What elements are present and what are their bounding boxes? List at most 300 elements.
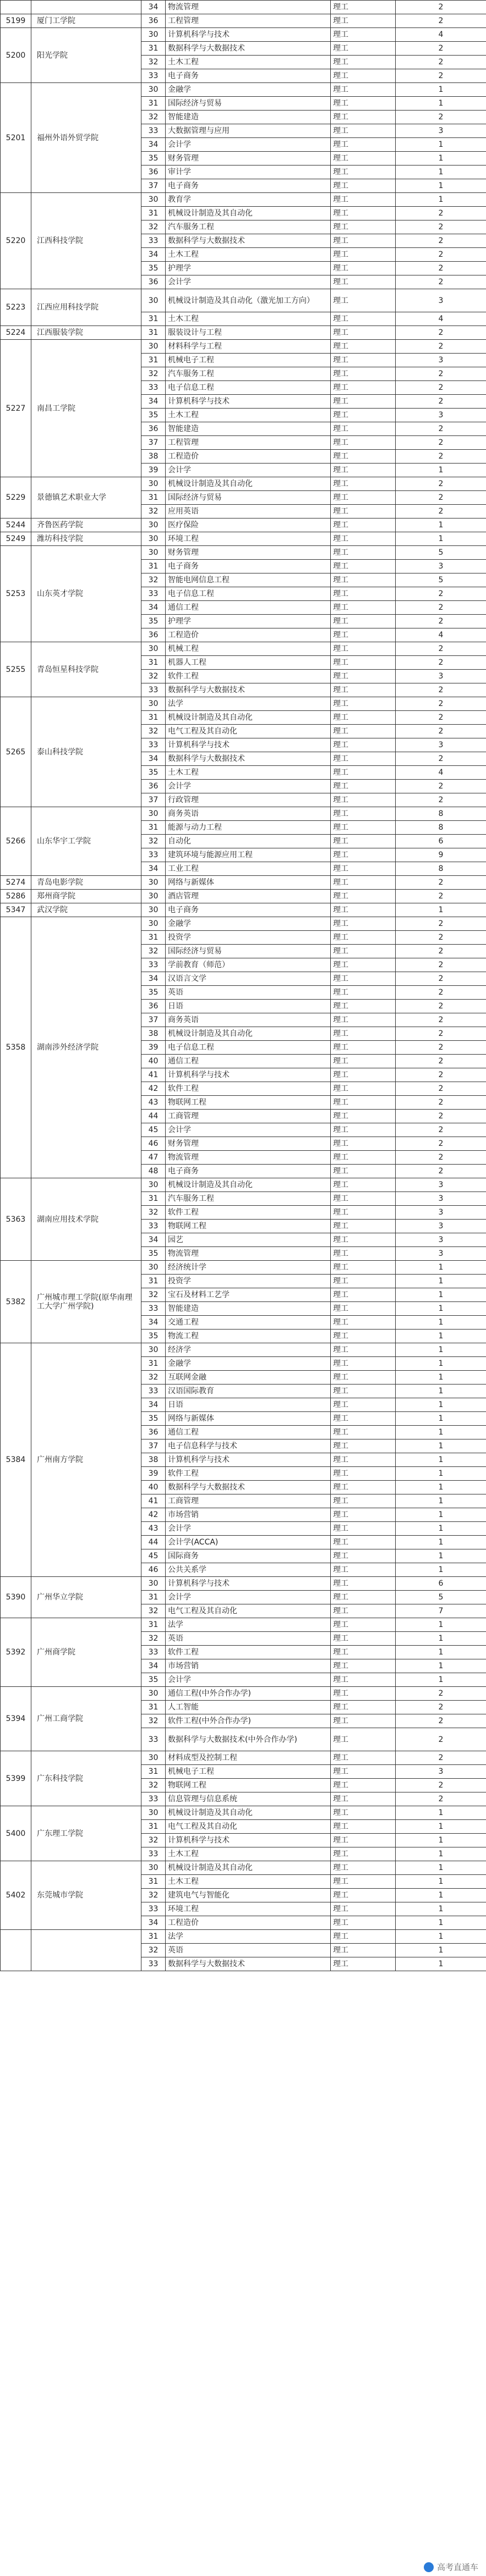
plan-count-cell: 1: [396, 1820, 486, 1834]
plan-count-cell: 2: [396, 262, 486, 275]
category-cell: 理工: [331, 1206, 396, 1220]
category-cell: 理工: [331, 642, 396, 656]
major-code-cell: 35: [141, 766, 166, 780]
plan-count-cell: 1: [396, 1889, 486, 1902]
major-code-cell: 39: [141, 464, 166, 477]
major-name-cell: 通信工程: [166, 1055, 331, 1068]
plan-count-cell: 2: [396, 234, 486, 248]
major-code-cell: 30: [141, 807, 166, 821]
plan-count-cell: 1: [396, 1288, 486, 1302]
category-cell: 理工: [331, 683, 396, 697]
major-name-cell: 电子信息科学与技术: [166, 1439, 331, 1453]
major-name-cell: 数据科学与大数据技术: [166, 1957, 331, 1971]
plan-count-cell: 1: [396, 1439, 486, 1453]
school-code-cell: 5390: [1, 1577, 31, 1618]
major-code-cell: 31: [141, 656, 166, 670]
major-name-cell: 会计学: [166, 464, 331, 477]
major-code-cell: 34: [141, 395, 166, 409]
major-name-cell: 计算机科学与技术: [166, 395, 331, 409]
category-cell: 理工: [331, 1604, 396, 1618]
major-code-cell: 45: [141, 1123, 166, 1137]
plan-count-cell: 1: [396, 1481, 486, 1494]
school-name-cell: 广州商学院: [31, 1618, 141, 1687]
category-cell: 理工: [331, 1192, 396, 1206]
plan-count-cell: 2: [396, 340, 486, 354]
major-name-cell: 计算机科学与技术: [166, 738, 331, 752]
category-cell: 理工: [331, 628, 396, 642]
plan-count-cell: 1: [396, 1847, 486, 1861]
major-name-cell: 工业工程: [166, 862, 331, 876]
category-cell: 理工: [331, 807, 396, 821]
plan-count-cell: 1: [396, 1522, 486, 1536]
major-name-cell: 应用英语: [166, 505, 331, 518]
major-code-cell: 31: [141, 711, 166, 725]
category-cell: 理工: [331, 1302, 396, 1316]
category-cell: 理工: [331, 560, 396, 573]
school-code-cell: 5199: [1, 14, 31, 28]
category-cell: 理工: [331, 28, 396, 42]
school-code-cell: 5286: [1, 890, 31, 903]
category-cell: 理工: [331, 1467, 396, 1481]
school-code-cell: 5244: [1, 518, 31, 532]
category-cell: 理工: [331, 491, 396, 505]
major-code-cell: 31: [141, 97, 166, 111]
plan-count-cell: 4: [396, 28, 486, 42]
table-row: [1, 890, 486, 903]
plan-count-cell: 5: [396, 1591, 486, 1604]
table-row: [1, 14, 486, 28]
major-name-cell: 机械设计制造及其自动化: [166, 207, 331, 220]
major-code-cell: 32: [141, 220, 166, 234]
plan-count-cell: 1: [396, 1426, 486, 1439]
table-row: [1, 1687, 486, 1701]
category-cell: 理工: [331, 752, 396, 766]
major-code-cell: 37: [141, 1439, 166, 1453]
category-cell: 理工: [331, 738, 396, 752]
school-name-cell: 山东英才学院: [31, 546, 141, 642]
plan-count-cell: 9: [396, 848, 486, 862]
plan-count-cell: 1: [396, 1536, 486, 1549]
major-code-cell: 31: [141, 1930, 166, 1944]
major-name-cell: 审计学: [166, 166, 331, 179]
plan-count-cell: 2: [396, 1728, 486, 1751]
major-name-cell: 电子信息工程: [166, 1041, 331, 1055]
major-name-cell: 自动化: [166, 835, 331, 848]
plan-count-cell: 2: [396, 56, 486, 69]
major-code-cell: 32: [141, 1779, 166, 1792]
plan-count-cell: 1: [396, 1494, 486, 1508]
category-cell: 理工: [331, 972, 396, 986]
major-code-cell: 32: [141, 1889, 166, 1902]
table-row: [1, 1930, 486, 1944]
school-name-cell: 郑州商学院: [31, 890, 141, 903]
major-code-cell: 37: [141, 1013, 166, 1027]
major-name-cell: 机械电子工程: [166, 354, 331, 367]
major-code-cell: 30: [141, 903, 166, 917]
category-cell: 理工: [331, 656, 396, 670]
major-code-cell: 39: [141, 1041, 166, 1055]
major-code-cell: 30: [141, 1806, 166, 1820]
plan-count-cell: 2: [396, 1751, 486, 1765]
category-cell: 理工: [331, 312, 396, 326]
major-name-cell: 机械工程: [166, 642, 331, 656]
major-name-cell: 工程造价: [166, 628, 331, 642]
category-cell: 理工: [331, 1000, 396, 1013]
major-code-cell: 30: [141, 477, 166, 491]
major-name-cell: 智能建造: [166, 111, 331, 124]
school-code-cell: 5253: [1, 546, 31, 642]
table-row: [1, 807, 486, 821]
major-name-cell: 汽车服务工程: [166, 367, 331, 381]
plan-count-cell: 1: [396, 1261, 486, 1275]
category-cell: 理工: [331, 1082, 396, 1096]
plan-count-cell: 1: [396, 1902, 486, 1916]
category-cell: 理工: [331, 326, 396, 340]
plan-count-cell: 2: [396, 1779, 486, 1792]
school-code-cell: 5223: [1, 289, 31, 326]
category-cell: 理工: [331, 1549, 396, 1563]
major-name-cell: 机械设计制造及其自动化: [166, 477, 331, 491]
major-name-cell: 汉语国际教育: [166, 1384, 331, 1398]
plan-count-cell: 3: [396, 738, 486, 752]
school-name-cell: 青岛恒星科技学院: [31, 642, 141, 697]
major-name-cell: 通信工程(中外合作办学): [166, 1687, 331, 1701]
major-name-cell: 土木工程: [166, 312, 331, 326]
category-cell: 理工: [331, 1618, 396, 1632]
plan-count-cell: 1: [396, 1384, 486, 1398]
plan-count-cell: 3: [396, 354, 486, 367]
major-code-cell: 33: [141, 1646, 166, 1659]
plan-count-cell: 2: [396, 1110, 486, 1123]
category-cell: 理工: [331, 1343, 396, 1357]
school-name-cell: 南昌工学院: [31, 340, 141, 477]
major-name-cell: 土木工程: [166, 1875, 331, 1889]
major-code-cell: 30: [141, 1261, 166, 1275]
major-code-cell: 37: [141, 179, 166, 193]
major-name-cell: 会计学: [166, 275, 331, 289]
major-code-cell: 39: [141, 1467, 166, 1481]
major-name-cell: 学前教育（师范）: [166, 958, 331, 972]
major-name-cell: 机械设计制造及其自动化: [166, 1027, 331, 1041]
category-cell: 理工: [331, 1055, 396, 1068]
major-code-cell: 31: [141, 312, 166, 326]
plan-count-cell: 1: [396, 1549, 486, 1563]
major-name-cell: 机械设计制造及其自动化: [166, 1178, 331, 1192]
major-code-cell: 44: [141, 1110, 166, 1123]
category-cell: 理工: [331, 1673, 396, 1687]
plan-count-cell: 1: [396, 83, 486, 97]
category-cell: 理工: [331, 587, 396, 601]
category-cell: 理工: [331, 367, 396, 381]
plan-count-cell: 1: [396, 1398, 486, 1412]
major-code-cell: 36: [141, 166, 166, 179]
major-name-cell: 国际经济与贸易: [166, 945, 331, 958]
category-cell: 理工: [331, 1806, 396, 1820]
major-code-cell: 33: [141, 234, 166, 248]
major-code-cell: 30: [141, 340, 166, 354]
major-name-cell: 机械设计制造及其自动化（激光加工方向）: [166, 289, 331, 312]
major-code-cell: 32: [141, 111, 166, 124]
category-cell: 理工: [331, 1834, 396, 1847]
major-name-cell: 工商管理: [166, 1110, 331, 1123]
major-name-cell: 经济统计学: [166, 1261, 331, 1275]
school-code-cell: 5274: [1, 876, 31, 890]
school-name-cell: 泰山科技学院: [31, 697, 141, 807]
school-name-cell: 景德镇艺术职业大学: [31, 477, 141, 518]
major-code-cell: 30: [141, 28, 166, 42]
category-cell: 理工: [331, 1330, 396, 1343]
major-name-cell: 能源与动力工程: [166, 821, 331, 835]
major-code-cell: 48: [141, 1165, 166, 1178]
category-cell: 理工: [331, 477, 396, 491]
table-row: [1, 518, 486, 532]
major-code-cell: 37: [141, 793, 166, 807]
major-name-cell: 物联网工程: [166, 1779, 331, 1792]
major-code-cell: 34: [141, 1316, 166, 1330]
category-cell: 理工: [331, 42, 396, 56]
major-name-cell: 环境工程: [166, 532, 331, 546]
category-cell: 理工: [331, 1957, 396, 1971]
category-cell: 理工: [331, 1261, 396, 1275]
major-code-cell: 35: [141, 409, 166, 422]
category-cell: 理工: [331, 436, 396, 450]
major-code-cell: 32: [141, 945, 166, 958]
category-cell: 理工: [331, 248, 396, 262]
plan-count-cell: 2: [396, 1701, 486, 1714]
major-name-cell: 电子商务: [166, 69, 331, 83]
category-cell: 理工: [331, 1068, 396, 1082]
plan-count-cell: 1: [396, 1659, 486, 1673]
category-cell: 理工: [331, 1522, 396, 1536]
plan-count-cell: 2: [396, 945, 486, 958]
major-name-cell: 软件工程(中外合作办学): [166, 1714, 331, 1728]
major-code-cell: 30: [141, 546, 166, 560]
major-name-cell: 软件工程: [166, 1467, 331, 1481]
major-code-cell: 33: [141, 1384, 166, 1398]
category-cell: 理工: [331, 848, 396, 862]
table-row: [1, 1178, 486, 1192]
plan-count-cell: 6: [396, 1577, 486, 1591]
table-row: [1, 697, 486, 711]
major-name-cell: 金融学: [166, 917, 331, 931]
major-name-cell: 会计学: [166, 138, 331, 152]
major-code-cell: 43: [141, 1096, 166, 1110]
plan-count-cell: 1: [396, 1508, 486, 1522]
plan-count-cell: 2: [396, 1165, 486, 1178]
category-cell: 理工: [331, 573, 396, 587]
plan-count-cell: 3: [396, 124, 486, 138]
school-name-cell: 江西服装学院: [31, 326, 141, 340]
major-name-cell: 会计学: [166, 1591, 331, 1604]
table-row: [1, 1861, 486, 1875]
major-name-cell: 电子信息工程: [166, 587, 331, 601]
major-code-cell: 40: [141, 1055, 166, 1068]
school-name-cell: 福州外语外贸学院: [31, 83, 141, 193]
school-code-cell: 5402: [1, 1861, 31, 1930]
plan-count-cell: 2: [396, 326, 486, 340]
category-cell: 理工: [331, 1453, 396, 1467]
category-cell: 理工: [331, 1123, 396, 1137]
category-cell: 理工: [331, 1439, 396, 1453]
major-code-cell: 31: [141, 491, 166, 505]
major-code-cell: 44: [141, 1536, 166, 1549]
major-code-cell: 33: [141, 587, 166, 601]
category-cell: 理工: [331, 1714, 396, 1728]
plan-count-cell: 2: [396, 656, 486, 670]
plan-count-cell: 1: [396, 138, 486, 152]
major-name-cell: 大数据管理与应用: [166, 124, 331, 138]
category-cell: 理工: [331, 876, 396, 890]
school-name-cell: 武汉学院: [31, 903, 141, 917]
plan-count-cell: 1: [396, 1275, 486, 1288]
plan-count-cell: 4: [396, 766, 486, 780]
school-name-cell: 江西科技学院: [31, 193, 141, 289]
major-code-cell: 31: [141, 1701, 166, 1714]
plan-count-cell: 7: [396, 1604, 486, 1618]
major-code-cell: 36: [141, 780, 166, 793]
school-code-cell: 5201: [1, 83, 31, 193]
major-code-cell: 31: [141, 326, 166, 340]
plan-count-cell: 1: [396, 1343, 486, 1357]
major-name-cell: 机械设计制造及其自动化: [166, 711, 331, 725]
major-name-cell: 英语: [166, 986, 331, 1000]
major-name-cell: 法学: [166, 1618, 331, 1632]
major-name-cell: 土木工程: [166, 409, 331, 422]
major-code-cell: 34: [141, 972, 166, 986]
plan-count-cell: 1: [396, 1930, 486, 1944]
school-code-cell: [1, 1, 31, 14]
plan-count-cell: 1: [396, 1467, 486, 1481]
major-name-cell: 汽车服务工程: [166, 1192, 331, 1206]
table-row: [1, 326, 486, 340]
major-code-cell: 34: [141, 248, 166, 262]
table-row: [1, 917, 486, 931]
plan-count-cell: 1: [396, 1673, 486, 1687]
plan-count-cell: 1: [396, 1453, 486, 1467]
plan-count-cell: 2: [396, 422, 486, 436]
plan-count-cell: 1: [396, 1357, 486, 1371]
major-name-cell: 物流管理: [166, 1247, 331, 1261]
major-code-cell: 35: [141, 1673, 166, 1687]
category-cell: 理工: [331, 958, 396, 972]
plan-count-cell: 2: [396, 601, 486, 615]
major-name-cell: 财务管理: [166, 152, 331, 166]
category-cell: 理工: [331, 354, 396, 367]
plan-count-cell: 3: [396, 1206, 486, 1220]
plan-count-cell: 1: [396, 1330, 486, 1343]
school-name-cell: 广东理工学院: [31, 1806, 141, 1861]
major-code-cell: 34: [141, 1916, 166, 1930]
major-name-cell: 机械电子工程: [166, 1765, 331, 1779]
category-cell: 理工: [331, 1494, 396, 1508]
category-cell: 理工: [331, 97, 396, 111]
major-code-cell: 33: [141, 1847, 166, 1861]
category-cell: 理工: [331, 1481, 396, 1494]
major-code-cell: 35: [141, 1412, 166, 1426]
school-name-cell: [31, 1, 141, 14]
plan-count-cell: 2: [396, 1123, 486, 1137]
major-name-cell: 国际经济与贸易: [166, 491, 331, 505]
major-name-cell: 建筑电气与智能化: [166, 1889, 331, 1902]
category-cell: 理工: [331, 1820, 396, 1834]
major-name-cell: 经济学: [166, 1343, 331, 1357]
major-code-cell: 32: [141, 1604, 166, 1618]
major-name-cell: 数据科学与大数据技术: [166, 234, 331, 248]
major-code-cell: 36: [141, 1426, 166, 1439]
major-name-cell: 建筑环境与能源应用工程: [166, 848, 331, 862]
plan-count-cell: 1: [396, 1916, 486, 1930]
major-name-cell: 工程造价: [166, 450, 331, 464]
plan-count-cell: 3: [396, 1247, 486, 1261]
major-name-cell: 计算机科学与技术: [166, 28, 331, 42]
major-code-cell: 38: [141, 1027, 166, 1041]
watermark: [424, 2561, 478, 2573]
plan-count-cell: 2: [396, 1068, 486, 1082]
major-code-cell: 31: [141, 1357, 166, 1371]
school-name-cell: 潍坊科技学院: [31, 532, 141, 546]
major-code-cell: 32: [141, 725, 166, 738]
major-code-cell: 41: [141, 1494, 166, 1508]
category-cell: 理工: [331, 1728, 396, 1751]
category-cell: 理工: [331, 1765, 396, 1779]
major-name-cell: 人工智能: [166, 1701, 331, 1714]
major-name-cell: 电气工程及其自动化: [166, 1820, 331, 1834]
major-code-cell: 31: [141, 931, 166, 945]
table-row: [1, 1577, 486, 1591]
major-name-cell: 软件工程: [166, 670, 331, 683]
school-code-cell: 5249: [1, 532, 31, 546]
major-code-cell: 30: [141, 193, 166, 207]
category-cell: 理工: [331, 1646, 396, 1659]
category-cell: 理工: [331, 340, 396, 354]
major-name-cell: 智能建造: [166, 422, 331, 436]
major-code-cell: 30: [141, 1178, 166, 1192]
plan-count-cell: 1: [396, 1646, 486, 1659]
category-cell: 理工: [331, 903, 396, 917]
major-code-cell: 33: [141, 1220, 166, 1233]
plan-count-cell: 2: [396, 14, 486, 28]
plan-count-cell: 2: [396, 697, 486, 711]
major-code-cell: 35: [141, 1330, 166, 1343]
plan-count-cell: 3: [396, 1233, 486, 1247]
school-code-cell: 5229: [1, 477, 31, 518]
plan-count-cell: 1: [396, 1563, 486, 1577]
plan-count-cell: 2: [396, 972, 486, 986]
plan-count-cell: 2: [396, 890, 486, 903]
major-name-cell: 财务管理: [166, 1137, 331, 1151]
category-cell: 理工: [331, 111, 396, 124]
major-code-cell: 33: [141, 69, 166, 83]
category-cell: 理工: [331, 917, 396, 931]
school-name-cell: 广州华立学院: [31, 1577, 141, 1618]
major-name-cell: 园艺: [166, 1233, 331, 1247]
plan-count-cell: 2: [396, 69, 486, 83]
major-name-cell: 工程造价: [166, 1916, 331, 1930]
plan-count-cell: 1: [396, 1302, 486, 1316]
major-name-cell: 机械设计制造及其自动化: [166, 1861, 331, 1875]
school-name-cell: 阳光学院: [31, 28, 141, 83]
category-cell: 理工: [331, 793, 396, 807]
plan-count-cell: 2: [396, 220, 486, 234]
plan-count-cell: 2: [396, 752, 486, 766]
major-code-cell: 34: [141, 1659, 166, 1673]
plan-count-cell: 2: [396, 1137, 486, 1151]
category-cell: 理工: [331, 1165, 396, 1178]
major-code-cell: 37: [141, 436, 166, 450]
category-cell: 理工: [331, 1357, 396, 1371]
major-name-cell: 英语: [166, 1632, 331, 1646]
school-name-cell: 齐鲁医药学院: [31, 518, 141, 532]
